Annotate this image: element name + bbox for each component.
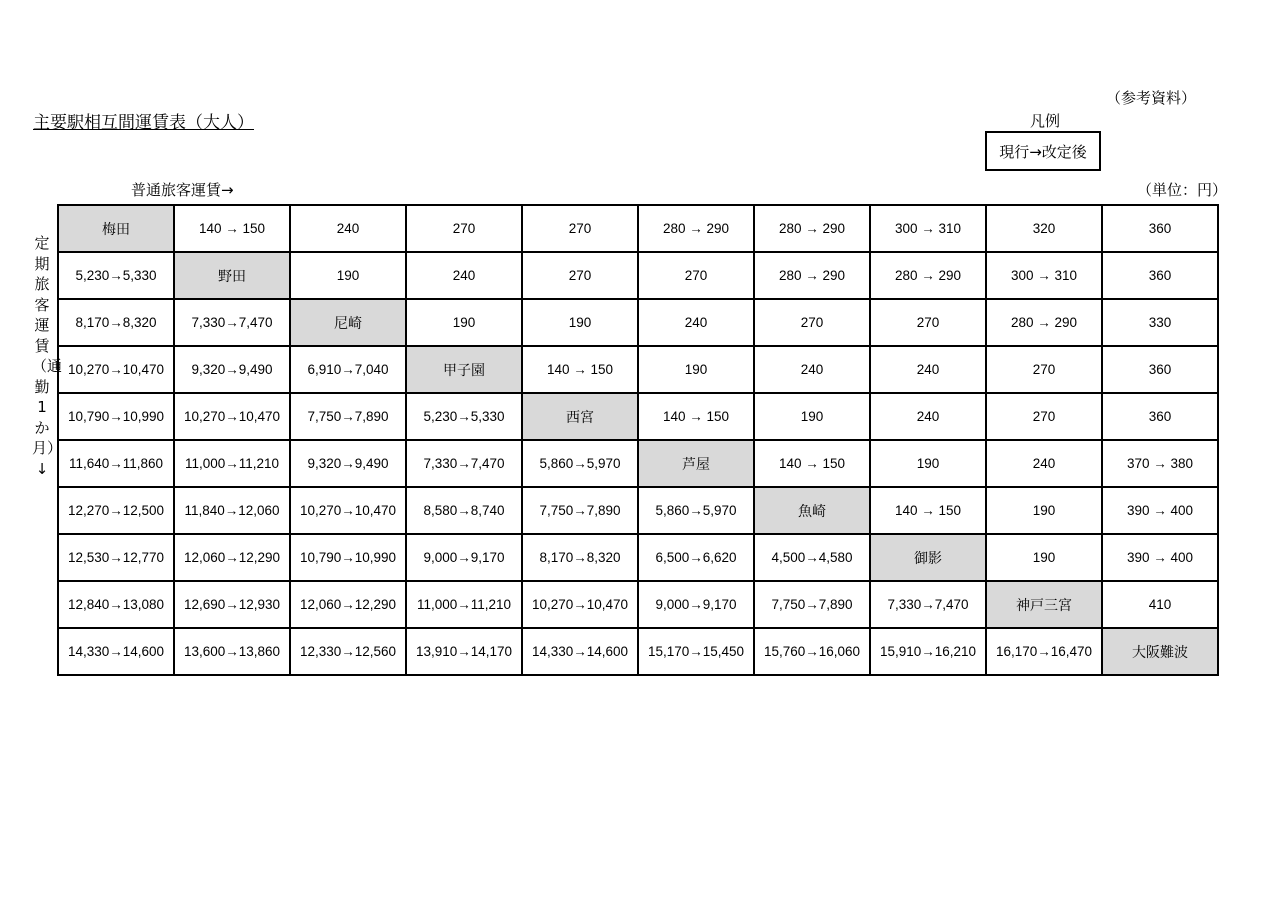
fare-cell: 9,320→9,490: [290, 440, 406, 487]
fare-cell: 190: [522, 299, 638, 346]
station-cell: 尼崎: [290, 299, 406, 346]
table-row: [58, 487, 1218, 534]
fare-cell: 13,910→14,170: [406, 628, 522, 675]
fare-cell: 10,790→10,990: [58, 393, 174, 440]
fare-cell: 240: [290, 205, 406, 252]
fare-cell: 330: [1102, 299, 1218, 346]
table-row: [58, 393, 1218, 440]
fare-cell: 270: [754, 299, 870, 346]
fare-cell: 15,910→16,210: [870, 628, 986, 675]
fare-cell: 13,600→13,860: [174, 628, 290, 675]
fare-cell: 10,790→10,990: [290, 534, 406, 581]
fare-cell: 7,330→7,470: [870, 581, 986, 628]
fare-cell: 280 → 290: [754, 205, 870, 252]
fare-cell: 15,760→16,060: [754, 628, 870, 675]
fare-cell: 140 → 150: [870, 487, 986, 534]
fare-cell: 270: [986, 346, 1102, 393]
fare-cell: 410: [1102, 581, 1218, 628]
station-cell: 神戸三宮: [986, 581, 1102, 628]
fare-cell: 320: [986, 205, 1102, 252]
fare-cell: 5,230→5,330: [58, 252, 174, 299]
fare-cell: 190: [290, 252, 406, 299]
fare-cell: 270: [406, 205, 522, 252]
fare-cell: 190: [638, 346, 754, 393]
fare-cell: 4,500→4,580: [754, 534, 870, 581]
station-cell: 梅田: [58, 205, 174, 252]
fare-cell: 16,170→16,470: [986, 628, 1102, 675]
fare-cell: 15,170→15,450: [638, 628, 754, 675]
fare-cell: 240: [986, 440, 1102, 487]
table-row: [58, 440, 1218, 487]
fare-cell: 300 → 310: [986, 252, 1102, 299]
fare-cell: 11,640→11,860: [58, 440, 174, 487]
fare-cell: 360: [1102, 346, 1218, 393]
fare-cell: 12,530→12,770: [58, 534, 174, 581]
fare-cell: 9,000→9,170: [638, 581, 754, 628]
fare-cell: 6,500→6,620: [638, 534, 754, 581]
fare-cell: 5,230→5,330: [406, 393, 522, 440]
fare-cell: 190: [406, 299, 522, 346]
fare-cell: 9,320→9,490: [174, 346, 290, 393]
fare-cell: 140 → 150: [638, 393, 754, 440]
fare-cell: 8,170→8,320: [522, 534, 638, 581]
fare-cell: 11,840→12,060: [174, 487, 290, 534]
fare-cell: 390 → 400: [1102, 487, 1218, 534]
fare-cell: 240: [754, 346, 870, 393]
fare-cell: 240: [870, 393, 986, 440]
fare-cell: 360: [1102, 393, 1218, 440]
fare-cell: 270: [522, 205, 638, 252]
fare-cell: 280 → 290: [870, 252, 986, 299]
table-row: [58, 205, 1218, 252]
reference-note: （参考資料）: [1106, 89, 1197, 107]
table-row: [58, 346, 1218, 393]
fare-cell: 140 → 150: [522, 346, 638, 393]
fare-cell: 240: [638, 299, 754, 346]
fare-cell: 8,580→8,740: [406, 487, 522, 534]
fare-cell: 12,330→12,560: [290, 628, 406, 675]
fare-cell: 10,270→10,470: [58, 346, 174, 393]
unit-label: （単位：円）: [1137, 181, 1228, 199]
fare-cell: 140 → 150: [754, 440, 870, 487]
row-axis-label: 普通旅客運賃→: [131, 181, 234, 199]
fare-cell: 7,330→7,470: [406, 440, 522, 487]
table-row: [58, 252, 1218, 299]
fare-cell: 280 → 290: [638, 205, 754, 252]
fare-cell: 270: [870, 299, 986, 346]
fare-cell: 11,000→11,210: [406, 581, 522, 628]
fare-cell: 11,000→11,210: [174, 440, 290, 487]
fare-cell: 5,860→5,970: [638, 487, 754, 534]
fare-cell: 190: [986, 534, 1102, 581]
page-title: 主要駅相互間運賃表（大人）: [33, 113, 254, 133]
fare-cell: 7,750→7,890: [754, 581, 870, 628]
fare-cell: 7,330→7,470: [174, 299, 290, 346]
fare-cell: 14,330→14,600: [58, 628, 174, 675]
station-cell: 魚崎: [754, 487, 870, 534]
fare-cell: 12,690→12,930: [174, 581, 290, 628]
legend-label: 凡例: [1030, 112, 1061, 130]
fare-cell: 190: [870, 440, 986, 487]
fare-cell: 390 → 400: [1102, 534, 1218, 581]
fare-cell: 12,060→12,290: [290, 581, 406, 628]
station-cell: 御影: [870, 534, 986, 581]
table-row: [58, 581, 1218, 628]
fare-cell: 360: [1102, 205, 1218, 252]
fare-cell: 190: [754, 393, 870, 440]
fare-cell: 370 → 380: [1102, 440, 1218, 487]
fare-cell: 6,910→7,040: [290, 346, 406, 393]
table-row: [58, 534, 1218, 581]
station-cell: 芦屋: [638, 440, 754, 487]
fare-cell: 8,170→8,320: [58, 299, 174, 346]
fare-cell: 12,840→13,080: [58, 581, 174, 628]
table-row: [58, 299, 1218, 346]
station-cell: 西宮: [522, 393, 638, 440]
fare-cell: 9,000→9,170: [406, 534, 522, 581]
fare-cell: 270: [986, 393, 1102, 440]
fare-cell: 7,750→7,890: [290, 393, 406, 440]
fare-cell: 270: [638, 252, 754, 299]
fare-cell: 12,270→12,500: [58, 487, 174, 534]
fare-cell: 360: [1102, 252, 1218, 299]
fare-cell: 240: [406, 252, 522, 299]
fare-cell: 190: [986, 487, 1102, 534]
fare-table: [57, 204, 1219, 676]
fare-cell: 10,270→10,470: [174, 393, 290, 440]
fare-cell: 300 → 310: [870, 205, 986, 252]
fare-cell: 5,860→5,970: [522, 440, 638, 487]
fare-cell: 12,060→12,290: [174, 534, 290, 581]
station-cell: 大阪難波: [1102, 628, 1218, 675]
station-cell: 野田: [174, 252, 290, 299]
fare-cell: 7,750→7,890: [522, 487, 638, 534]
legend-box: 現行→改定後: [985, 131, 1101, 171]
fare-cell: 270: [522, 252, 638, 299]
fare-cell: 10,270→10,470: [522, 581, 638, 628]
table-row: [58, 628, 1218, 675]
fare-cell: 14,330→14,600: [522, 628, 638, 675]
fare-cell: 280 → 290: [754, 252, 870, 299]
column-axis-label: 定期旅客運賃（通勤 1か月）↓: [32, 234, 63, 478]
fare-cell: 10,270→10,470: [290, 487, 406, 534]
fare-cell: 280 → 290: [986, 299, 1102, 346]
fare-cell: 140 → 150: [174, 205, 290, 252]
fare-cell: 240: [870, 346, 986, 393]
fare-table-body: [58, 205, 1218, 675]
station-cell: 甲子園: [406, 346, 522, 393]
